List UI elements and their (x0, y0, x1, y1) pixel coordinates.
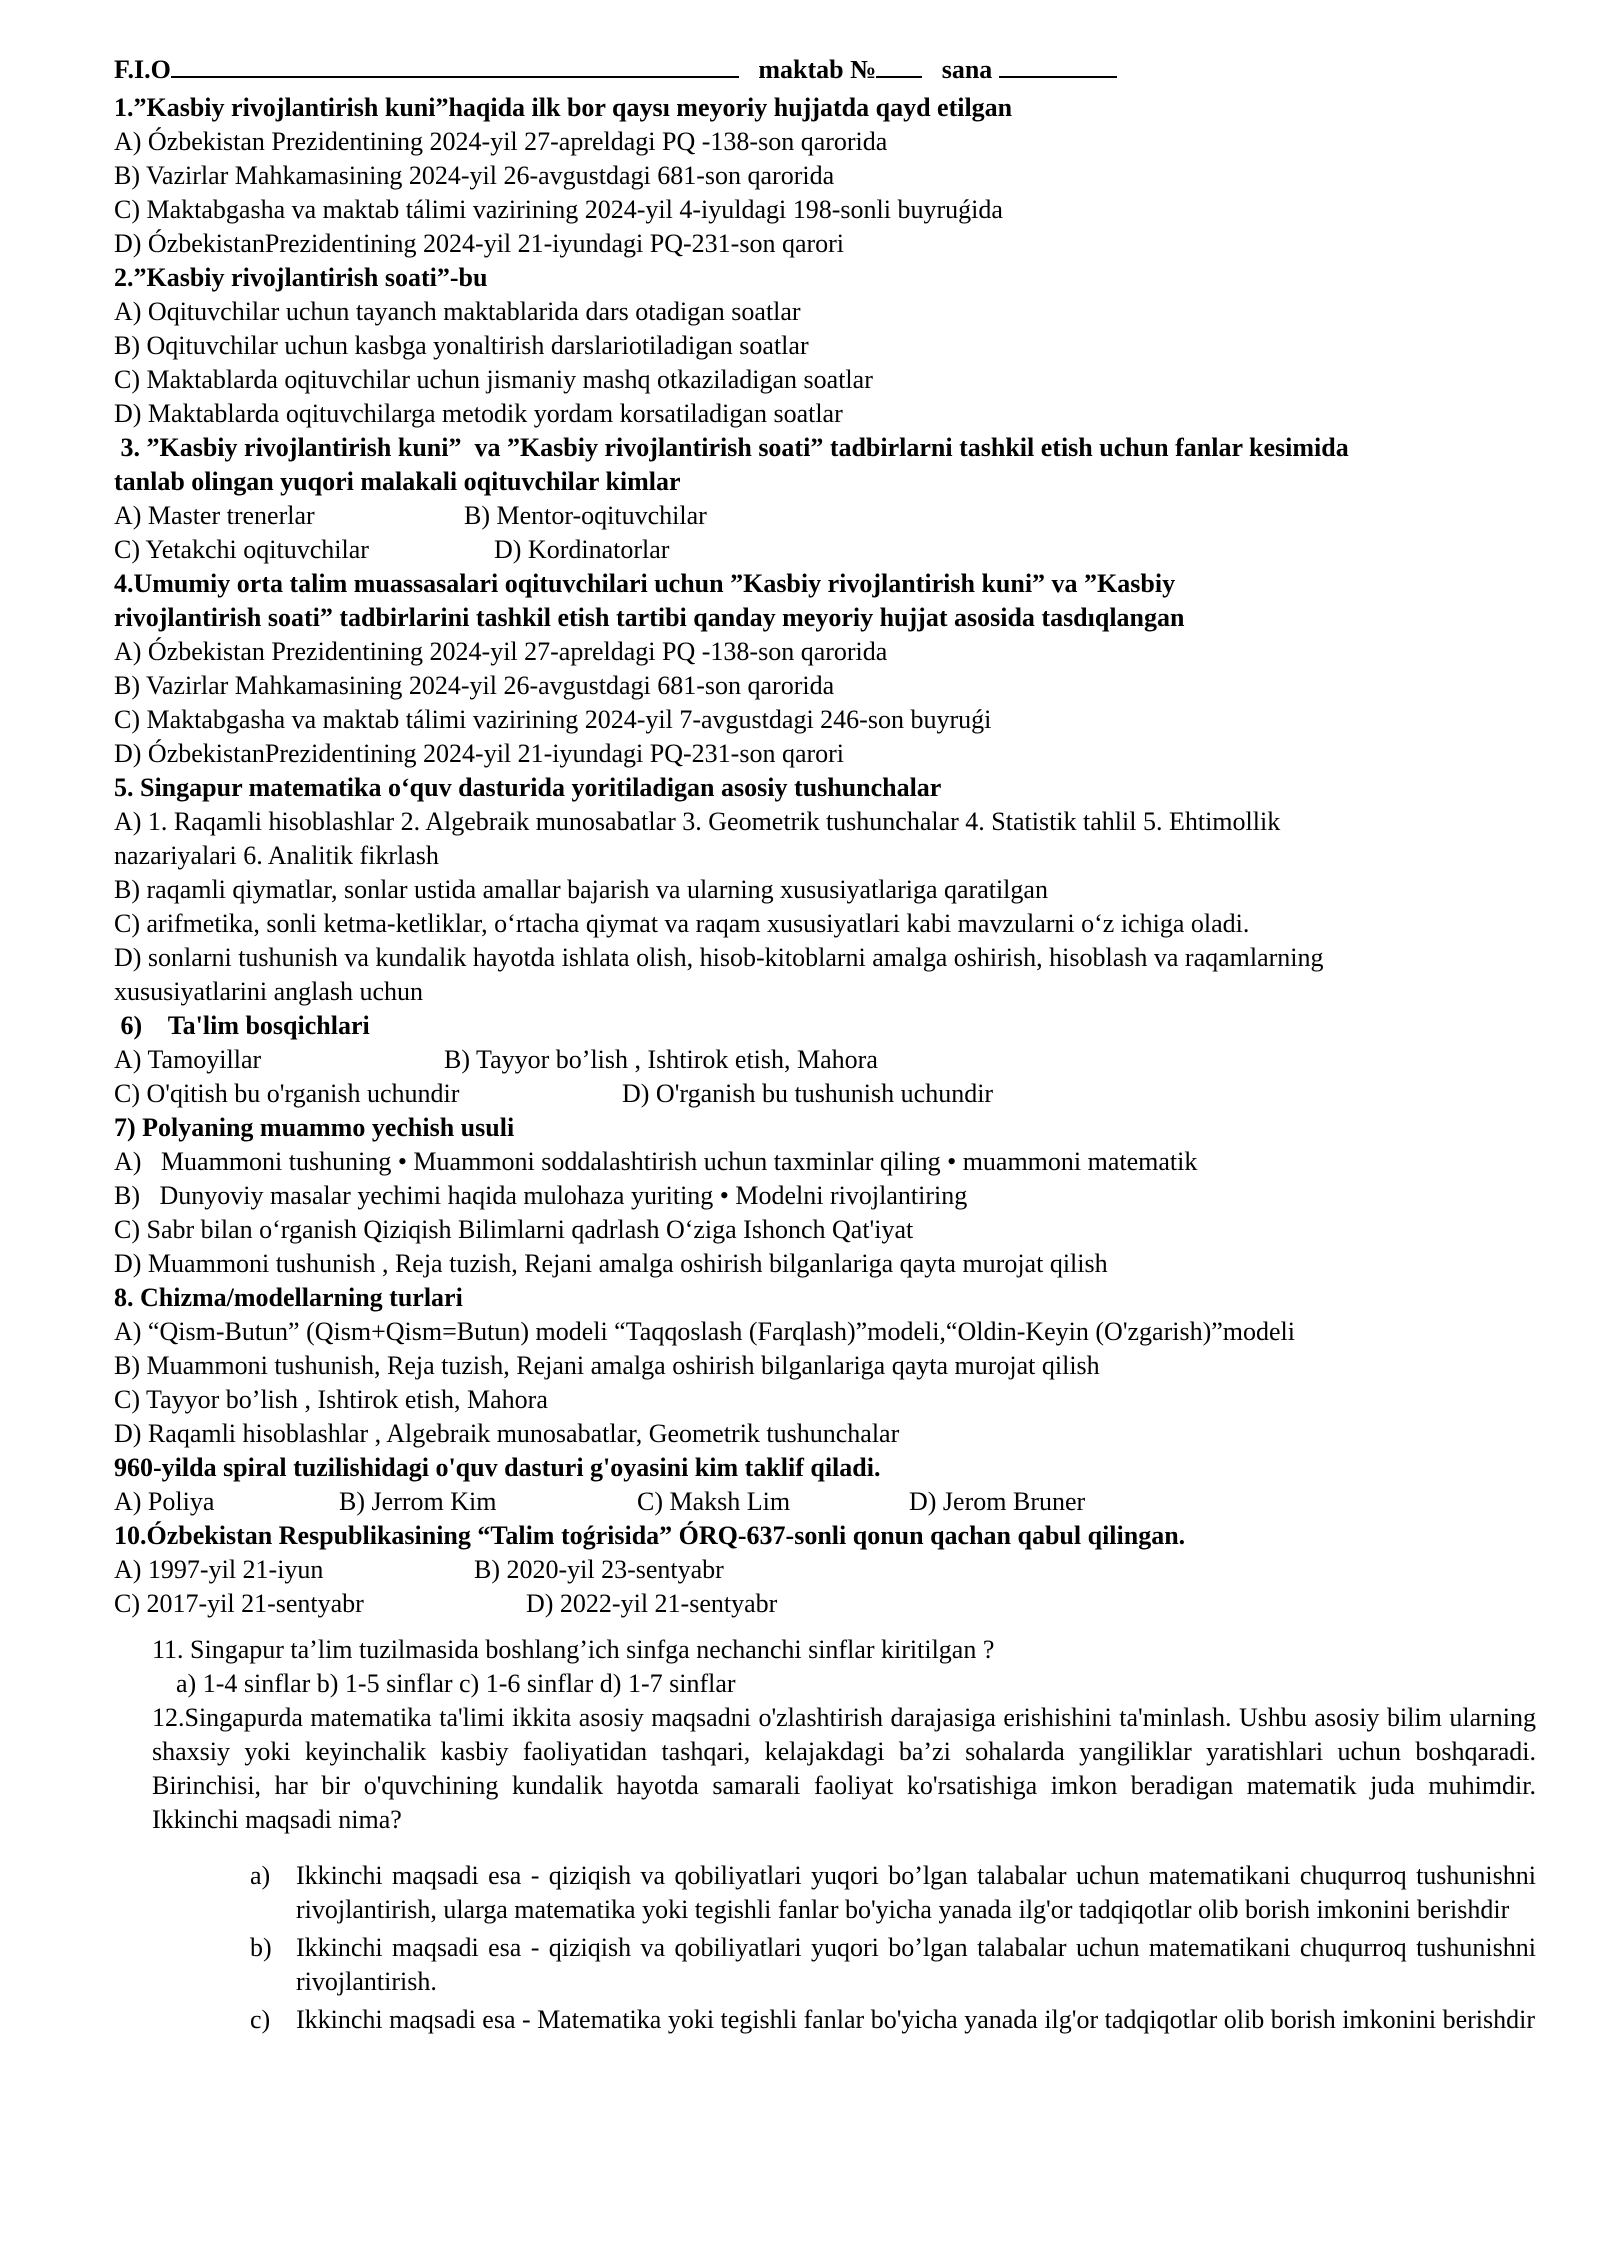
options-list (152, 1859, 1536, 2037)
option-d[interactable]: D) Muammoni tushunish , Reja tuzish, Rejani amalga oshirish bilganlariga qayta murojat qilish (114, 1249, 1108, 1278)
question-title: 8. Chizma/modellarning turlari (114, 1283, 463, 1312)
option-d[interactable]: D) Jerom Bruner (909, 1487, 1086, 1516)
option-text: Ikkinchi maqsadi esa - Matematika yoki tegishli fanlar bo'yicha yanada ilg'or tadqiqotlar olib borish imkonini berishdir (296, 2005, 1536, 2034)
options-row (114, 533, 1536, 567)
question-6 (114, 1009, 1536, 1111)
option-b[interactable]: B) Dunyoviy masalar yechimi haqida mulohaza yuriting • Modelni rivojlantiring (114, 1181, 968, 1210)
question-title: 3. ”Kasbiy rivojlantirish kuni” va ”Kasbiy rivojlantirish soati” tadbirlarni tashkil etish uchun fanlar kesimida (114, 433, 1349, 462)
question-title: 2.”Kasbiy rivojlantirish soati”-bu (114, 263, 488, 292)
question-12 (114, 1701, 1536, 2037)
question-title-cont: rivojlantirish soati” tadbirlarini tashkil etish tartibi qanday meyoriy hujjat asosida tasdıqlangan (114, 603, 1185, 632)
option-b[interactable]: B) Oqituvchilar uchun kasbga yonaltirish darslariotiladigan soatlar (114, 331, 809, 360)
option-c[interactable]: C) Tayyor bo’lish , Ishtirok etish, Mahora (114, 1385, 548, 1414)
fio-blank[interactable] (171, 52, 739, 78)
option-a[interactable]: A) Poliya (114, 1487, 215, 1516)
option-b[interactable]: B) Vazirlar Mahkamasining 2024-yil 26-avgustdagi 681-son qarorida (114, 161, 835, 190)
question-title: 5. Singapur matematika o‘quv dasturida yoritiladigan asosiy tushunchalar (114, 773, 942, 802)
question-title: 1.”Kasbiy rivojlantirish kuni”haqida ilk bor qaysı meyoriy hujjatda qayd etilgan (114, 93, 1013, 122)
option-c[interactable]: C) Maktabgasha va maktab tálimi vazirining 2024-yil 4-iyuldagi 198-sonli buyruǵida (114, 195, 1003, 224)
question-title: 10.Ózbekistan Respublikasining “Talim toǵrisida” ÓRQ-637-sonli qonun qachan qabul qilingan. (114, 1521, 1186, 1550)
option-b[interactable]: B) Vazirlar Mahkamasining 2024-yil 26-avgustdagi 681-son qarorida (114, 671, 835, 700)
options-row (114, 1077, 1536, 1111)
option-c[interactable]: C) O'qitish bu o'rganish uchundir (114, 1079, 460, 1108)
option-a[interactable]: A) Ózbekistan Prezidentining 2024-yil 27-apreldagi PQ -138-son qarorida (114, 127, 888, 156)
option-b[interactable]: B) Mentor-oqituvchilar (464, 501, 707, 530)
option-c[interactable]: C) arifmetika, sonli ketma-ketliklar, o‘rtacha qiymat va raqam xususiyatlari kabi mavzularni o‘z ichiga oladi. (114, 909, 1250, 938)
question-9 (114, 1451, 1536, 1519)
option-d[interactable]: D) Kordinatorlar (494, 535, 670, 564)
fio-label: F.I.O (114, 55, 171, 84)
options-row (114, 499, 1536, 533)
option-marker: c) (250, 2005, 271, 2034)
option-a[interactable]: A) “Qism-Butun” (Qism+Qism=Butun) modeli “Taqqoslash (Farqlash)”modeli,“Oldin-Keyin (O'zgarish)”modeli (114, 1317, 1296, 1346)
options-row (114, 1043, 1536, 1077)
option-d[interactable]: D) O'rganish bu tushunish uchundir (622, 1079, 994, 1108)
option-marker: a) (250, 1861, 271, 1890)
question-11 (114, 1633, 1536, 1701)
option-a-cont[interactable]: nazariyalari 6. Analitik fikrlash (114, 841, 439, 870)
option-c[interactable]: C) Maktabgasha va maktab tálimi vazirining 2024-yil 7-avgustdagi 246-son buyruǵi (114, 705, 992, 734)
question-title: 6) Ta'lim bosqichlari (114, 1011, 370, 1040)
option-d[interactable]: D) ÓzbekistanPrezidentining 2024-yil 21-iyundagi PQ-231-son qarori (114, 229, 845, 258)
option-text: Ikkinchi maqsadi esa - qiziqish va qobiliyatlari yuqori bo’lgan talabalar uchun matematikani chuqurroq tushunishni rivojlantirish, ularga matematika yoki tegishli fanlar bo'yicha yanada ilg'or tadqiqotlar olib borish imkonini berishdir (296, 1861, 1536, 1924)
option-a[interactable]: A) Tamoyillar (114, 1045, 262, 1074)
maktab-label: maktab № (758, 55, 877, 84)
maktab-blank[interactable] (876, 52, 922, 78)
question-8 (114, 1281, 1536, 1451)
question-7 (114, 1111, 1536, 1281)
option-marker: b) (250, 1933, 272, 1962)
option-b[interactable] (250, 1931, 1536, 1999)
options-row (114, 1553, 1536, 1587)
option-c[interactable]: C) Maktablarda oqituvchilar uchun jismaniy mashq otkaziladigan soatlar (114, 365, 873, 394)
question-4 (114, 567, 1536, 771)
header-line (114, 52, 1536, 87)
test-page (114, 52, 1536, 2037)
option-b[interactable]: B) Jerrom Kim (339, 1487, 497, 1516)
option-a[interactable]: A) 1. Raqamli hisoblashlar 2. Algebraik munosabatlar 3. Geometrik tushunchalar 4. Statistik tahlil 5. Ehtimollik (114, 807, 1281, 836)
option-a[interactable]: A) Ózbekistan Prezidentining 2024-yil 27-apreldagi PQ -138-son qarorida (114, 637, 888, 666)
sana-label: sana (941, 55, 993, 84)
option-d[interactable]: D) 2022-yil 21-sentyabr (526, 1589, 778, 1618)
option-a[interactable]: A) 1997-yil 21-iyun (114, 1555, 324, 1584)
option-a[interactable]: A) Oqituvchilar uchun tayanch maktablarida dars otadigan soatlar (114, 297, 801, 326)
question-text: 12.Singapurda matematika ta'limi ikkita asosiy maqsadni o'zlashtirish darajasiga erishishini ta'minlash. Ushbu asosiy bilim ularning shaxsiy yoki keyinchalik kasbiy faoliyatidan tashqari, kelajakdagi ba’zi sohalarda yangiliklar yaratishlari uchun boshqaradi. Birinchisi, har bir o'quvchining kundalik hayotda samarali faoliyat ko'rsatishiga imkon beradigan matematik juda muhimdir. Ikkinchi maqsadi nima? (152, 1703, 1536, 1834)
option-c[interactable]: C) Maksh Lim (637, 1487, 791, 1516)
sana-blank[interactable] (999, 52, 1117, 78)
option-a[interactable]: A) Master trenerlar (114, 501, 315, 530)
question-5 (114, 771, 1536, 1009)
option-d[interactable]: D) Maktablarda oqituvchilarga metodik yordam korsatiladigan soatlar (114, 399, 843, 428)
option-text: Ikkinchi maqsadi esa - qiziqish va qobiliyatlari yuqori bo’lgan talabalar uchun matematikani chuqurroq tushunishni rivojlantirish. (296, 1933, 1536, 1996)
options-row[interactable]: a) 1-4 sinflar b) 1-5 sinflar c) 1-6 sinflar d) 1-7 sinflar (176, 1669, 736, 1698)
option-a[interactable] (250, 1859, 1536, 1927)
option-b[interactable]: B) Muammoni tushunish, Reja tuzish, Rejani amalga oshirish bilganlariga qayta murojat qilish (114, 1351, 1100, 1380)
question-2 (114, 261, 1536, 431)
option-d[interactable]: D) Raqamli hisoblashlar , Algebraik munosabatlar, Geometrik tushunchalar (114, 1419, 900, 1448)
option-d[interactable]: D) sonlarni tushunish va kundalik hayotda ishlata olish, hisob-kitoblarni amalga oshirish, hisoblash va raqamlarning (114, 943, 1324, 972)
question-title: 11. Singapur ta’lim tuzilmasida boshlang’ich sinfga nechanchi sinflar kiritilgan ? (152, 1635, 995, 1664)
option-b[interactable]: B) 2020-yil 23-sentyabr (474, 1555, 724, 1584)
question-title: 7) Polyaning muammo yechish usuli (114, 1113, 515, 1142)
option-b[interactable]: B) raqamli qiymatlar, sonlar ustida amallar bajarish va ularning xususiyatlariga qaratilgan (114, 875, 1048, 904)
option-c[interactable] (250, 2003, 1536, 2037)
question-title: 4.Umumiy orta talim muassasalari oqituvchilari uchun ”Kasbiy rivojlantirish kuni” va ”Kasbiy (114, 569, 1176, 598)
options-row (114, 1485, 1536, 1519)
question-1 (114, 91, 1536, 261)
option-a[interactable]: A) Muammoni tushuning • Muammoni soddalashtirish uchun taxminlar qiling • muammoni matematik (114, 1147, 1198, 1176)
question-3 (114, 431, 1536, 567)
option-c[interactable]: C) 2017-yil 21-sentyabr (114, 1589, 364, 1618)
option-d-cont[interactable]: xususiyatlarini anglash uchun (114, 977, 424, 1006)
option-b[interactable]: B) Tayyor bo’lish , Ishtirok etish, Mahora (444, 1045, 878, 1074)
options-row (114, 1587, 1536, 1621)
question-10 (114, 1519, 1536, 1621)
option-c[interactable]: C) Sabr bilan o‘rganish Qiziqish Bilimlarni qadrlash O‘ziga Ishonch Qat'iyat (114, 1215, 914, 1244)
option-c[interactable]: C) Yetakchi oqituvchilar (114, 535, 369, 564)
question-title-cont: tanlab olingan yuqori malakali oqituvchilar kimlar (114, 467, 681, 496)
question-title: 960-yilda spiral tuzilishidagi o'quv dasturi g'oyasini kim taklif qiladi. (114, 1453, 881, 1482)
option-d[interactable]: D) ÓzbekistanPrezidentining 2024-yil 21-iyundagi PQ-231-son qarori (114, 739, 845, 768)
